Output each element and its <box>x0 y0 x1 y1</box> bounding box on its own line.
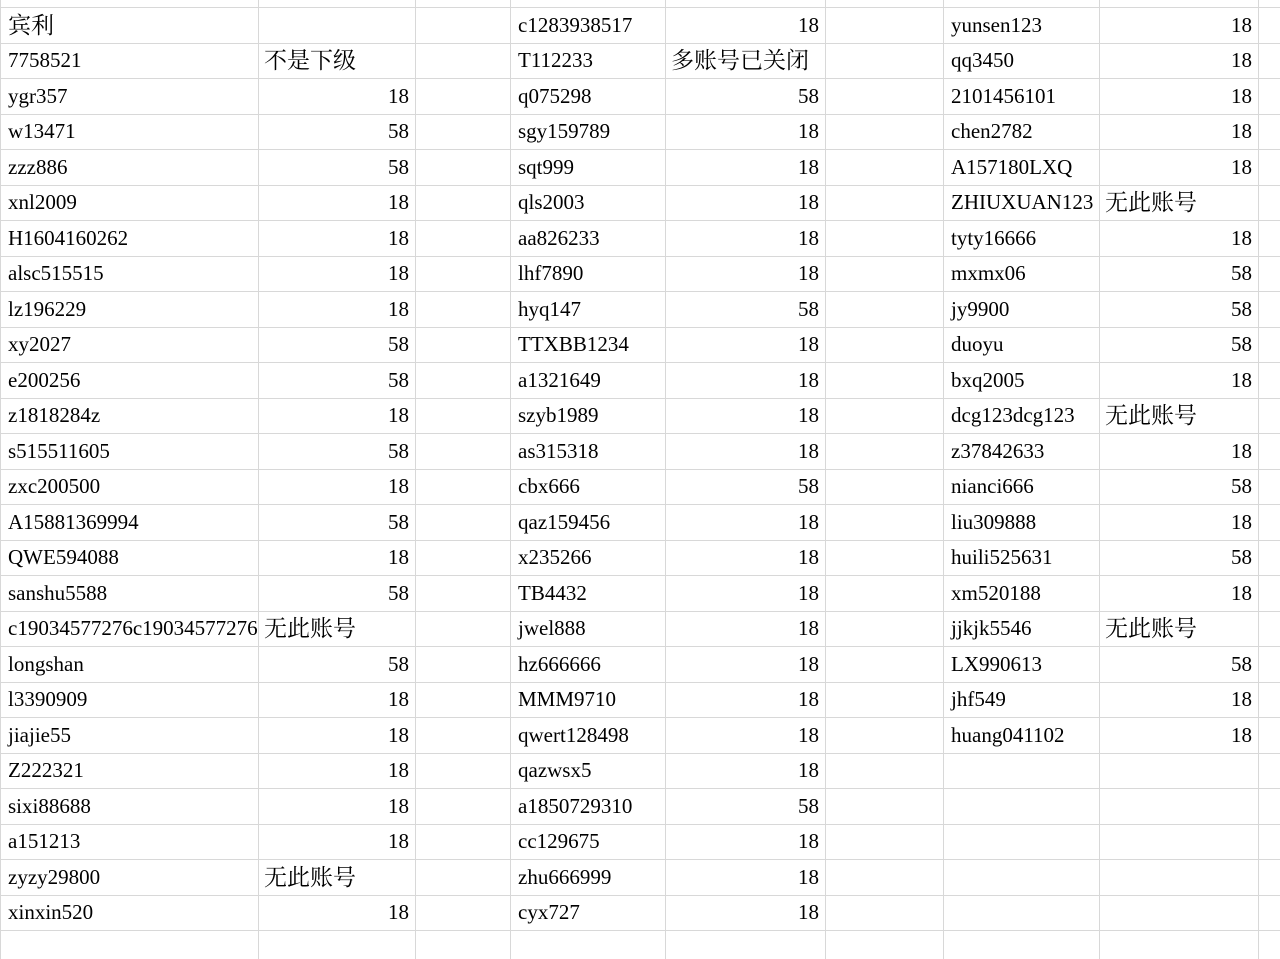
value-cell[interactable]: 18 <box>259 292 416 328</box>
empty-cell[interactable] <box>416 257 511 293</box>
value-cell[interactable]: 58 <box>1100 647 1259 683</box>
empty-cell[interactable] <box>1259 505 1280 541</box>
value-cell[interactable]: 18 <box>666 576 826 612</box>
account-cell[interactable]: T112233 <box>511 44 666 80</box>
account-cell[interactable]: qaz159456 <box>511 505 666 541</box>
empty-cell[interactable] <box>1259 8 1280 44</box>
account-cell[interactable]: sixi88688 <box>1 789 259 825</box>
value-cell[interactable]: 58 <box>259 647 416 683</box>
empty-cell[interactable] <box>826 8 944 44</box>
value-cell[interactable]: 18 <box>666 434 826 470</box>
account-cell[interactable]: szyb1989 <box>511 399 666 435</box>
account-cell[interactable]: Z222321 <box>1 754 259 790</box>
account-cell[interactable]: TTXBB1234 <box>511 328 666 364</box>
account-cell[interactable]: liu309888 <box>944 505 1100 541</box>
account-cell[interactable]: cbx666 <box>511 470 666 506</box>
value-cell[interactable]: 18 <box>666 896 826 932</box>
value-cell[interactable]: 18 <box>1100 44 1259 80</box>
value-cell[interactable]: 58 <box>259 115 416 151</box>
account-cell[interactable]: 宾利 <box>1 8 259 44</box>
value-cell[interactable]: 58 <box>259 363 416 399</box>
value-cell[interactable]: 18 <box>259 683 416 719</box>
empty-cell[interactable] <box>826 363 944 399</box>
empty-cell[interactable] <box>1100 789 1259 825</box>
empty-cell[interactable] <box>826 399 944 435</box>
status-cell[interactable]: 无此账号 <box>259 612 416 648</box>
empty-cell[interactable] <box>826 0 944 8</box>
account-cell[interactable]: hz666666 <box>511 647 666 683</box>
account-cell[interactable]: zyzy29800 <box>1 860 259 896</box>
account-cell[interactable]: e200256 <box>1 363 259 399</box>
empty-cell[interactable] <box>1259 221 1280 257</box>
account-cell[interactable]: sgy159789 <box>511 115 666 151</box>
account-cell[interactable]: tyty16666 <box>944 221 1100 257</box>
empty-cell[interactable] <box>826 150 944 186</box>
empty-cell[interactable] <box>416 79 511 115</box>
status-cell[interactable]: 不是下级 <box>259 44 416 80</box>
value-cell[interactable]: 18 <box>666 505 826 541</box>
value-cell[interactable]: 58 <box>1100 257 1259 293</box>
value-cell[interactable]: 18 <box>666 115 826 151</box>
empty-cell[interactable] <box>944 860 1100 896</box>
empty-cell[interactable] <box>1259 718 1280 754</box>
empty-cell[interactable] <box>259 0 416 8</box>
account-cell[interactable]: 2101456101 <box>944 79 1100 115</box>
account-cell[interactable]: ygr357 <box>1 79 259 115</box>
account-cell[interactable]: z1818284z <box>1 399 259 435</box>
empty-cell[interactable] <box>1100 860 1259 896</box>
value-cell[interactable]: 58 <box>259 576 416 612</box>
account-cell[interactable]: aa826233 <box>511 221 666 257</box>
empty-cell[interactable] <box>416 292 511 328</box>
value-cell[interactable]: 18 <box>666 860 826 896</box>
value-cell[interactable]: 18 <box>666 257 826 293</box>
empty-cell[interactable] <box>826 434 944 470</box>
account-cell[interactable]: qq3450 <box>944 44 1100 80</box>
empty-cell[interactable] <box>416 115 511 151</box>
account-cell[interactable]: dcg123dcg123 <box>944 399 1100 435</box>
empty-cell[interactable] <box>416 825 511 861</box>
empty-cell[interactable] <box>944 825 1100 861</box>
empty-cell[interactable] <box>1259 825 1280 861</box>
account-cell[interactable]: alsc515515 <box>1 257 259 293</box>
empty-cell[interactable] <box>1259 896 1280 932</box>
value-cell[interactable]: 18 <box>666 718 826 754</box>
account-cell[interactable]: lhf7890 <box>511 257 666 293</box>
account-cell[interactable]: 7758521 <box>1 44 259 80</box>
empty-cell[interactable] <box>826 328 944 364</box>
empty-cell[interactable] <box>416 576 511 612</box>
empty-cell[interactable] <box>1100 931 1259 959</box>
account-cell[interactable]: jy9900 <box>944 292 1100 328</box>
account-cell[interactable]: c19034577276c19034577276 <box>1 612 259 648</box>
empty-cell[interactable] <box>259 8 416 44</box>
account-cell[interactable]: qazwsx5 <box>511 754 666 790</box>
account-cell[interactable]: l3390909 <box>1 683 259 719</box>
empty-cell[interactable] <box>1259 789 1280 825</box>
account-cell[interactable]: lz196229 <box>1 292 259 328</box>
value-cell[interactable]: 18 <box>259 896 416 932</box>
value-cell[interactable]: 58 <box>666 292 826 328</box>
account-cell[interactable]: yunsen123 <box>944 8 1100 44</box>
account-cell[interactable]: mxmx06 <box>944 257 1100 293</box>
value-cell[interactable]: 18 <box>666 825 826 861</box>
account-cell[interactable]: nianci666 <box>944 470 1100 506</box>
account-cell[interactable]: TB4432 <box>511 576 666 612</box>
value-cell[interactable]: 18 <box>1100 434 1259 470</box>
value-cell[interactable]: 18 <box>666 8 826 44</box>
value-cell[interactable]: 58 <box>1100 470 1259 506</box>
empty-cell[interactable] <box>1259 612 1280 648</box>
empty-cell[interactable] <box>416 789 511 825</box>
empty-cell[interactable] <box>1259 115 1280 151</box>
value-cell[interactable]: 18 <box>259 257 416 293</box>
value-cell[interactable]: 18 <box>1100 718 1259 754</box>
empty-cell[interactable] <box>666 931 826 959</box>
empty-cell[interactable] <box>1259 576 1280 612</box>
empty-cell[interactable] <box>1259 79 1280 115</box>
empty-cell[interactable] <box>826 186 944 222</box>
empty-cell[interactable] <box>826 470 944 506</box>
empty-cell[interactable] <box>1259 754 1280 790</box>
value-cell[interactable]: 18 <box>666 221 826 257</box>
account-cell[interactable]: A157180LXQ <box>944 150 1100 186</box>
empty-cell[interactable] <box>826 44 944 80</box>
empty-cell[interactable] <box>1259 328 1280 364</box>
account-cell[interactable]: H1604160262 <box>1 221 259 257</box>
value-cell[interactable]: 18 <box>666 612 826 648</box>
empty-cell[interactable] <box>416 931 511 959</box>
value-cell[interactable]: 58 <box>259 328 416 364</box>
empty-cell[interactable] <box>1259 0 1280 8</box>
account-cell[interactable]: xnl2009 <box>1 186 259 222</box>
status-cell[interactable]: 无此账号 <box>259 860 416 896</box>
empty-cell[interactable] <box>416 0 511 8</box>
value-cell[interactable]: 18 <box>666 683 826 719</box>
account-cell[interactable]: s515511605 <box>1 434 259 470</box>
empty-cell[interactable] <box>416 186 511 222</box>
account-cell[interactable]: jiajie55 <box>1 718 259 754</box>
empty-cell[interactable] <box>826 789 944 825</box>
account-cell[interactable]: A15881369994 <box>1 505 259 541</box>
account-cell[interactable]: bxq2005 <box>944 363 1100 399</box>
account-cell[interactable]: QWE594088 <box>1 541 259 577</box>
account-cell[interactable]: a1850729310 <box>511 789 666 825</box>
empty-cell[interactable] <box>1259 647 1280 683</box>
value-cell[interactable]: 18 <box>666 328 826 364</box>
value-cell[interactable]: 18 <box>1100 363 1259 399</box>
empty-cell[interactable] <box>826 718 944 754</box>
empty-cell[interactable] <box>416 399 511 435</box>
empty-cell[interactable] <box>1259 683 1280 719</box>
status-cell[interactable]: 无此账号 <box>1100 399 1259 435</box>
value-cell[interactable]: 18 <box>259 186 416 222</box>
empty-cell[interactable] <box>826 931 944 959</box>
empty-cell[interactable] <box>416 647 511 683</box>
value-cell[interactable]: 58 <box>666 789 826 825</box>
account-cell[interactable]: xinxin520 <box>1 896 259 932</box>
value-cell[interactable]: 18 <box>1100 576 1259 612</box>
empty-cell[interactable] <box>1100 754 1259 790</box>
empty-cell[interactable] <box>416 718 511 754</box>
empty-cell[interactable] <box>826 221 944 257</box>
empty-cell[interactable] <box>416 44 511 80</box>
empty-cell[interactable] <box>416 328 511 364</box>
value-cell[interactable]: 18 <box>1100 683 1259 719</box>
empty-cell[interactable] <box>511 931 666 959</box>
empty-cell[interactable] <box>944 931 1100 959</box>
empty-cell[interactable] <box>416 363 511 399</box>
empty-cell[interactable] <box>416 612 511 648</box>
value-cell[interactable]: 18 <box>1100 79 1259 115</box>
empty-cell[interactable] <box>416 150 511 186</box>
value-cell[interactable]: 18 <box>259 754 416 790</box>
empty-cell[interactable] <box>826 754 944 790</box>
empty-cell[interactable] <box>1100 0 1259 8</box>
empty-cell[interactable] <box>826 115 944 151</box>
value-cell[interactable]: 58 <box>259 150 416 186</box>
empty-cell[interactable] <box>416 683 511 719</box>
value-cell[interactable]: 58 <box>666 470 826 506</box>
value-cell[interactable]: 18 <box>259 825 416 861</box>
value-cell[interactable]: 18 <box>259 221 416 257</box>
empty-cell[interactable] <box>1259 541 1280 577</box>
status-cell[interactable]: 多账号已关闭 <box>666 44 826 80</box>
value-cell[interactable]: 58 <box>1100 541 1259 577</box>
value-cell[interactable]: 18 <box>666 150 826 186</box>
empty-cell[interactable] <box>1259 931 1280 959</box>
value-cell[interactable]: 18 <box>1100 505 1259 541</box>
empty-cell[interactable] <box>826 576 944 612</box>
empty-cell[interactable] <box>1259 363 1280 399</box>
empty-cell[interactable] <box>826 505 944 541</box>
empty-cell[interactable] <box>416 860 511 896</box>
value-cell[interactable]: 18 <box>1100 221 1259 257</box>
empty-cell[interactable] <box>416 434 511 470</box>
empty-cell[interactable] <box>1259 470 1280 506</box>
account-cell[interactable]: zzz886 <box>1 150 259 186</box>
value-cell[interactable]: 18 <box>666 363 826 399</box>
value-cell[interactable]: 18 <box>1100 115 1259 151</box>
empty-cell[interactable] <box>944 754 1100 790</box>
empty-cell[interactable] <box>416 8 511 44</box>
account-cell[interactable]: jhf549 <box>944 683 1100 719</box>
empty-cell[interactable] <box>1259 186 1280 222</box>
empty-cell[interactable] <box>944 0 1100 8</box>
value-cell[interactable]: 18 <box>1100 150 1259 186</box>
value-cell[interactable]: 58 <box>666 79 826 115</box>
empty-cell[interactable] <box>416 221 511 257</box>
account-cell[interactable]: chen2782 <box>944 115 1100 151</box>
empty-cell[interactable] <box>826 647 944 683</box>
account-cell[interactable]: ZHIUXUAN123 <box>944 186 1100 222</box>
account-cell[interactable]: xy2027 <box>1 328 259 364</box>
empty-cell[interactable] <box>1100 896 1259 932</box>
empty-cell[interactable] <box>1259 44 1280 80</box>
account-cell[interactable]: x235266 <box>511 541 666 577</box>
account-cell[interactable]: xm520188 <box>944 576 1100 612</box>
empty-cell[interactable] <box>416 896 511 932</box>
empty-cell[interactable] <box>416 754 511 790</box>
value-cell[interactable]: 18 <box>666 399 826 435</box>
account-cell[interactable]: cyx727 <box>511 896 666 932</box>
account-cell[interactable]: qls2003 <box>511 186 666 222</box>
value-cell[interactable]: 18 <box>259 399 416 435</box>
value-cell[interactable]: 18 <box>1100 8 1259 44</box>
empty-cell[interactable] <box>826 825 944 861</box>
empty-cell[interactable] <box>1259 150 1280 186</box>
empty-cell[interactable] <box>511 0 666 8</box>
empty-cell[interactable] <box>416 505 511 541</box>
value-cell[interactable]: 18 <box>259 718 416 754</box>
status-cell[interactable]: 无此账号 <box>1100 186 1259 222</box>
account-cell[interactable]: q075298 <box>511 79 666 115</box>
account-cell[interactable]: MMM9710 <box>511 683 666 719</box>
value-cell[interactable]: 18 <box>666 754 826 790</box>
value-cell[interactable]: 58 <box>1100 292 1259 328</box>
empty-cell[interactable] <box>1259 399 1280 435</box>
empty-cell[interactable] <box>259 931 416 959</box>
account-cell[interactable]: qwert128498 <box>511 718 666 754</box>
empty-cell[interactable] <box>944 789 1100 825</box>
value-cell[interactable]: 18 <box>259 79 416 115</box>
account-cell[interactable]: a1321649 <box>511 363 666 399</box>
account-cell[interactable]: zxc200500 <box>1 470 259 506</box>
empty-cell[interactable] <box>826 257 944 293</box>
empty-cell[interactable] <box>826 860 944 896</box>
empty-cell[interactable] <box>1259 292 1280 328</box>
account-cell[interactable]: hyq147 <box>511 292 666 328</box>
empty-cell[interactable] <box>1 931 259 959</box>
empty-cell[interactable] <box>1259 257 1280 293</box>
empty-cell[interactable] <box>1259 434 1280 470</box>
empty-cell[interactable] <box>826 683 944 719</box>
empty-cell[interactable] <box>826 541 944 577</box>
account-cell[interactable]: sanshu5588 <box>1 576 259 612</box>
empty-cell[interactable] <box>1 0 259 8</box>
empty-cell[interactable] <box>826 292 944 328</box>
empty-cell[interactable] <box>826 612 944 648</box>
account-cell[interactable]: jwel888 <box>511 612 666 648</box>
empty-cell[interactable] <box>416 470 511 506</box>
empty-cell[interactable] <box>416 541 511 577</box>
account-cell[interactable]: w13471 <box>1 115 259 151</box>
value-cell[interactable]: 18 <box>259 541 416 577</box>
account-cell[interactable]: cc129675 <box>511 825 666 861</box>
empty-cell[interactable] <box>944 896 1100 932</box>
value-cell[interactable]: 18 <box>666 186 826 222</box>
value-cell[interactable]: 58 <box>259 505 416 541</box>
account-cell[interactable]: zhu666999 <box>511 860 666 896</box>
value-cell[interactable]: 18 <box>666 541 826 577</box>
account-cell[interactable]: a151213 <box>1 825 259 861</box>
account-cell[interactable]: sqt999 <box>511 150 666 186</box>
empty-cell[interactable] <box>826 79 944 115</box>
account-cell[interactable]: longshan <box>1 647 259 683</box>
account-cell[interactable]: LX990613 <box>944 647 1100 683</box>
value-cell[interactable]: 18 <box>259 470 416 506</box>
account-cell[interactable]: z37842633 <box>944 434 1100 470</box>
value-cell[interactable]: 58 <box>1100 328 1259 364</box>
account-cell[interactable]: duoyu <box>944 328 1100 364</box>
account-cell[interactable]: as315318 <box>511 434 666 470</box>
empty-cell[interactable] <box>1100 825 1259 861</box>
status-cell[interactable]: 无此账号 <box>1100 612 1259 648</box>
value-cell[interactable]: 58 <box>259 434 416 470</box>
empty-cell[interactable] <box>1259 860 1280 896</box>
account-cell[interactable]: huang041102 <box>944 718 1100 754</box>
account-cell[interactable]: c1283938517 <box>511 8 666 44</box>
value-cell[interactable]: 18 <box>259 789 416 825</box>
empty-cell[interactable] <box>666 0 826 8</box>
account-cell[interactable]: jjkjk5546 <box>944 612 1100 648</box>
empty-cell[interactable] <box>826 896 944 932</box>
value-cell[interactable]: 18 <box>666 647 826 683</box>
account-cell[interactable]: huili525631 <box>944 541 1100 577</box>
